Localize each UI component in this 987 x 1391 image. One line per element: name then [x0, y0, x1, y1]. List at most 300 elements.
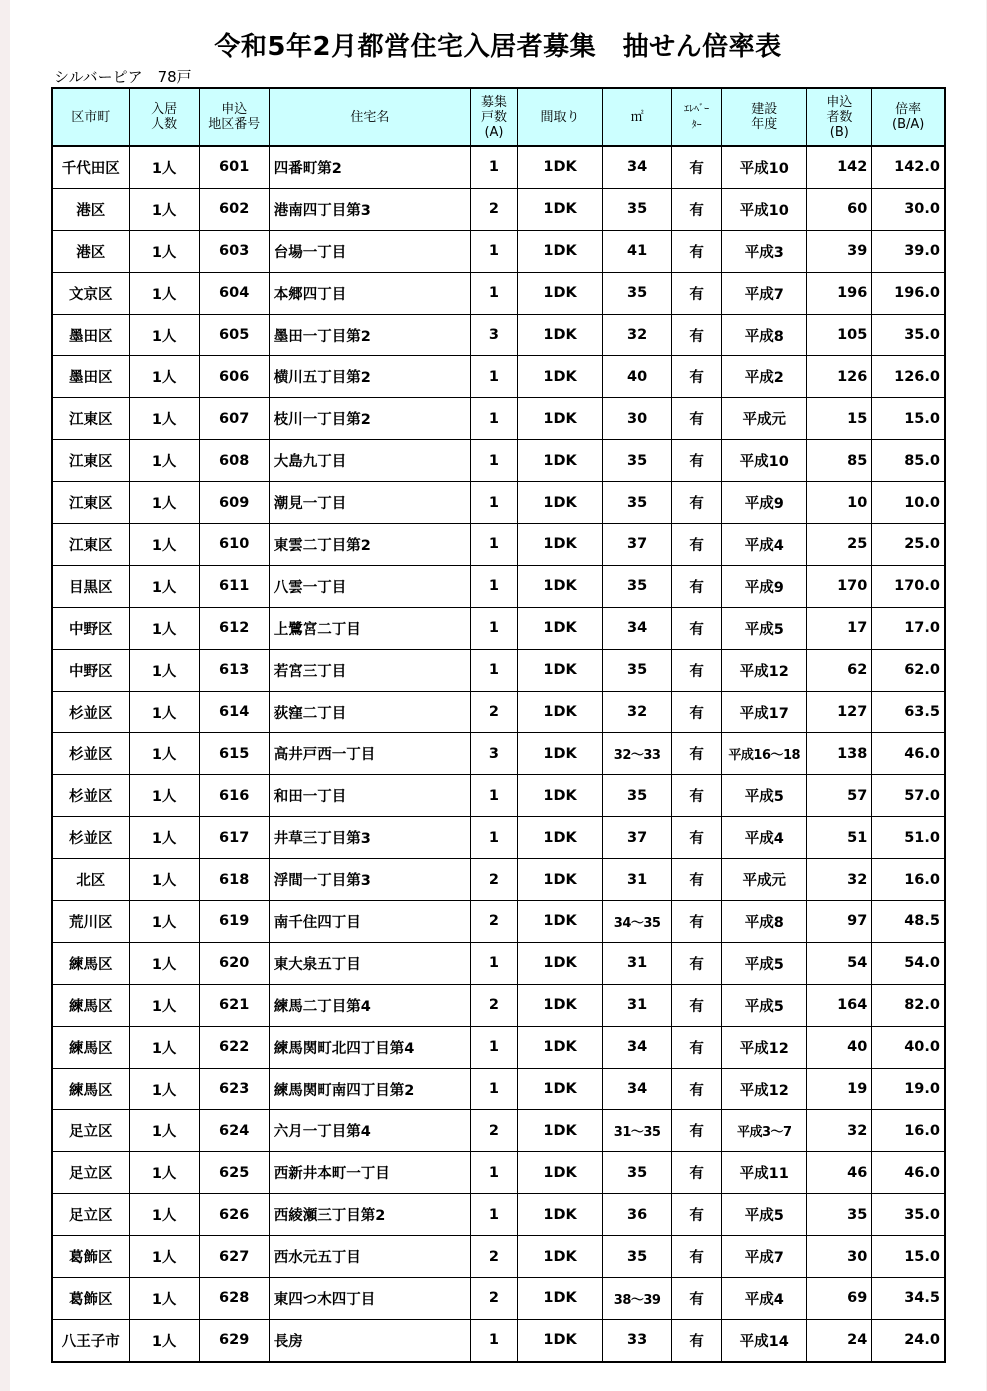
app-code-cell: 623: [199, 1068, 269, 1110]
built-year-cell: 平成元: [722, 859, 807, 901]
built-year-cell: 平成17: [722, 691, 807, 733]
area-cell: 35: [603, 440, 672, 482]
app-code-cell: 629: [199, 1319, 269, 1361]
elevator-cell: 有: [672, 649, 722, 691]
ward-cell: 中野区: [52, 607, 129, 649]
table-row: [52, 1278, 945, 1320]
area-cell: 35: [603, 565, 672, 607]
applicants-cell: 69: [807, 1278, 872, 1320]
built-year-cell: 平成7: [722, 1236, 807, 1278]
applicants-cell: 196: [807, 272, 872, 314]
occupants-cell: 1人: [129, 565, 199, 607]
ward-cell: 江東区: [52, 398, 129, 440]
occupants-cell: 1人: [129, 775, 199, 817]
housing-name-cell: 練馬二丁目第4: [269, 984, 470, 1026]
app-code-cell: 616: [199, 775, 269, 817]
housing-name-cell: 台場一丁目: [269, 230, 470, 272]
housing-name-cell: 荻窪二丁目: [269, 691, 470, 733]
elevator-cell: 有: [672, 565, 722, 607]
table-row: [52, 817, 945, 859]
ward-cell: 練馬区: [52, 942, 129, 984]
layout-cell: 1DK: [518, 1194, 603, 1236]
ratio-cell: 51.0: [872, 817, 945, 859]
table-row: [52, 188, 945, 230]
housing-name-cell: 東大泉五丁目: [269, 942, 470, 984]
elevator-cell: 有: [672, 942, 722, 984]
app-code-cell: 615: [199, 733, 269, 775]
table-row: [52, 440, 945, 482]
elevator-cell: 有: [672, 1194, 722, 1236]
built-year-cell: 平成3～7: [722, 1110, 807, 1152]
ratio-cell: 170.0: [872, 565, 945, 607]
housing-name-cell: 西新井本町一丁目: [269, 1152, 470, 1194]
built-year-cell: 平成10: [722, 146, 807, 188]
app-code-cell: 603: [199, 230, 269, 272]
housing-name-cell: 潮見一丁目: [269, 482, 470, 524]
area-cell: 35: [603, 1236, 672, 1278]
area-cell: 32: [603, 314, 672, 356]
applicants-cell: 35: [807, 1194, 872, 1236]
built-year-cell: 平成7: [722, 272, 807, 314]
occupants-cell: 1人: [129, 649, 199, 691]
built-year-cell: 平成11: [722, 1152, 807, 1194]
built-year-cell: 平成12: [722, 1026, 807, 1068]
ratio-cell: 15.0: [872, 398, 945, 440]
header-ward: 区市町: [52, 88, 129, 146]
area-cell: 37: [603, 817, 672, 859]
header-units: 募集 戸数 (A): [470, 88, 517, 146]
area-cell: 35: [603, 272, 672, 314]
housing-name-cell: 高井戸西一丁目: [269, 733, 470, 775]
table-row: [52, 984, 945, 1026]
layout-cell: 1DK: [518, 188, 603, 230]
table-row: [52, 146, 945, 188]
applicants-cell: 97: [807, 901, 872, 943]
ratio-cell: 15.0: [872, 1236, 945, 1278]
area-cell: 32: [603, 691, 672, 733]
units-cell: 2: [470, 1110, 517, 1152]
app-code-cell: 611: [199, 565, 269, 607]
built-year-cell: 平成3: [722, 230, 807, 272]
header-elevator: ｴﾚﾍﾞｰ ﾀｰ: [672, 88, 722, 146]
applicants-cell: 25: [807, 524, 872, 566]
header-ratio: 倍率 (B/A): [872, 88, 945, 146]
elevator-cell: 有: [672, 817, 722, 859]
layout-cell: 1DK: [518, 1110, 603, 1152]
app-code-cell: 610: [199, 524, 269, 566]
units-cell: 2: [470, 188, 517, 230]
table-row: [52, 859, 945, 901]
header-applicants: 申込 者数 (B): [807, 88, 872, 146]
table-row: [52, 524, 945, 566]
ratio-cell: 46.0: [872, 733, 945, 775]
app-code-cell: 601: [199, 146, 269, 188]
elevator-cell: 有: [672, 901, 722, 943]
elevator-cell: 有: [672, 859, 722, 901]
applicants-cell: 39: [807, 230, 872, 272]
area-cell: 35: [603, 188, 672, 230]
ward-cell: 足立区: [52, 1152, 129, 1194]
built-year-cell: 平成4: [722, 817, 807, 859]
header-housing-name: 住宅名: [269, 88, 470, 146]
ward-cell: 葛飾区: [52, 1236, 129, 1278]
ward-cell: 足立区: [52, 1194, 129, 1236]
occupants-cell: 1人: [129, 607, 199, 649]
units-cell: 1: [470, 146, 517, 188]
ratio-cell: 46.0: [872, 1152, 945, 1194]
area-cell: 31: [603, 859, 672, 901]
table-row: [52, 1068, 945, 1110]
housing-name-cell: 四番町第2: [269, 146, 470, 188]
ratio-cell: 24.0: [872, 1319, 945, 1361]
housing-name-cell: 八雲一丁目: [269, 565, 470, 607]
layout-cell: 1DK: [518, 859, 603, 901]
area-cell: 34: [603, 607, 672, 649]
table-row: [52, 1319, 945, 1361]
ratio-cell: 142.0: [872, 146, 945, 188]
app-code-cell: 613: [199, 649, 269, 691]
ward-cell: 荒川区: [52, 901, 129, 943]
area-cell: 35: [603, 775, 672, 817]
applicants-cell: 32: [807, 859, 872, 901]
app-code-cell: 607: [199, 398, 269, 440]
app-code-cell: 612: [199, 607, 269, 649]
elevator-cell: 有: [672, 607, 722, 649]
ratio-cell: 10.0: [872, 482, 945, 524]
area-cell: 36: [603, 1194, 672, 1236]
occupants-cell: 1人: [129, 1110, 199, 1152]
housing-name-cell: 港南四丁目第3: [269, 188, 470, 230]
applicants-cell: 19: [807, 1068, 872, 1110]
ward-cell: 江東区: [52, 482, 129, 524]
housing-name-cell: 和田一丁目: [269, 775, 470, 817]
applicants-cell: 127: [807, 691, 872, 733]
occupants-cell: 1人: [129, 859, 199, 901]
units-cell: 2: [470, 859, 517, 901]
app-code-cell: 618: [199, 859, 269, 901]
applicants-cell: 10: [807, 482, 872, 524]
table-body: [52, 146, 945, 1362]
units-cell: 1: [470, 356, 517, 398]
built-year-cell: 平成5: [722, 607, 807, 649]
app-code-cell: 620: [199, 942, 269, 984]
housing-name-cell: 枝川一丁目第2: [269, 398, 470, 440]
app-code-cell: 627: [199, 1236, 269, 1278]
table-row: [52, 314, 945, 356]
header-area: ㎡: [603, 88, 672, 146]
table-row: [52, 649, 945, 691]
app-code-cell: 606: [199, 356, 269, 398]
ward-cell: 港区: [52, 230, 129, 272]
table-row: [52, 942, 945, 984]
housing-name-cell: 東四つ木四丁目: [269, 1278, 470, 1320]
applicants-cell: 15: [807, 398, 872, 440]
ward-cell: 八王子市: [52, 1319, 129, 1361]
layout-cell: 1DK: [518, 1319, 603, 1361]
housing-name-cell: 西水元五丁目: [269, 1236, 470, 1278]
area-cell: 40: [603, 356, 672, 398]
elevator-cell: 有: [672, 146, 722, 188]
applicants-cell: 57: [807, 775, 872, 817]
built-year-cell: 平成8: [722, 314, 807, 356]
occupants-cell: 1人: [129, 1319, 199, 1361]
ratio-cell: 40.0: [872, 1026, 945, 1068]
area-cell: 41: [603, 230, 672, 272]
occupants-cell: 1人: [129, 817, 199, 859]
occupants-cell: 1人: [129, 440, 199, 482]
app-code-cell: 614: [199, 691, 269, 733]
applicants-cell: 17: [807, 607, 872, 649]
applicants-cell: 142: [807, 146, 872, 188]
applicants-cell: 51: [807, 817, 872, 859]
area-cell: 35: [603, 649, 672, 691]
area-cell: 31: [603, 942, 672, 984]
area-cell: 34: [603, 146, 672, 188]
applicants-cell: 164: [807, 984, 872, 1026]
ratio-cell: 16.0: [872, 1110, 945, 1152]
applicants-cell: 46: [807, 1152, 872, 1194]
elevator-cell: 有: [672, 1110, 722, 1152]
app-code-cell: 628: [199, 1278, 269, 1320]
table-header: [52, 88, 945, 146]
occupants-cell: 1人: [129, 356, 199, 398]
built-year-cell: 平成4: [722, 524, 807, 566]
built-year-cell: 平成9: [722, 482, 807, 524]
units-cell: 1: [470, 1026, 517, 1068]
ratio-cell: 57.0: [872, 775, 945, 817]
table-row: [52, 733, 945, 775]
header-built: 建設 年度: [722, 88, 807, 146]
layout-cell: 1DK: [518, 649, 603, 691]
app-code-cell: 609: [199, 482, 269, 524]
area-cell: 37: [603, 524, 672, 566]
units-cell: 1: [470, 272, 517, 314]
elevator-cell: 有: [672, 1026, 722, 1068]
ward-cell: 練馬区: [52, 1068, 129, 1110]
page-title: 令和5年2月都営住宅入居者募集 抽せん倍率表: [214, 32, 782, 62]
layout-cell: 1DK: [518, 733, 603, 775]
elevator-cell: 有: [672, 775, 722, 817]
occupants-cell: 1人: [129, 1278, 199, 1320]
elevator-cell: 有: [672, 314, 722, 356]
built-year-cell: 平成12: [722, 1068, 807, 1110]
built-year-cell: 平成5: [722, 984, 807, 1026]
built-year-cell: 平成5: [722, 775, 807, 817]
elevator-cell: 有: [672, 1152, 722, 1194]
housing-name-cell: 大島九丁目: [269, 440, 470, 482]
ratio-cell: 30.0: [872, 188, 945, 230]
units-cell: 1: [470, 482, 517, 524]
units-cell: 3: [470, 314, 517, 356]
ratio-cell: 62.0: [872, 649, 945, 691]
table-row: [52, 272, 945, 314]
app-code-cell: 624: [199, 1110, 269, 1152]
ward-cell: 文京区: [52, 272, 129, 314]
ward-cell: 杉並区: [52, 775, 129, 817]
housing-name-cell: 浮間一丁目第3: [269, 859, 470, 901]
applicants-cell: 30: [807, 1236, 872, 1278]
ward-cell: 練馬区: [52, 984, 129, 1026]
layout-cell: 1DK: [518, 524, 603, 566]
built-year-cell: 平成16～18: [722, 733, 807, 775]
housing-name-cell: 井草三丁目第3: [269, 817, 470, 859]
applicants-cell: 138: [807, 733, 872, 775]
built-year-cell: 平成10: [722, 188, 807, 230]
built-year-cell: 平成4: [722, 1278, 807, 1320]
area-cell: 30: [603, 398, 672, 440]
units-cell: 1: [470, 230, 517, 272]
ratio-cell: 54.0: [872, 942, 945, 984]
applicants-cell: 62: [807, 649, 872, 691]
elevator-cell: 有: [672, 1319, 722, 1361]
units-cell: 1: [470, 1068, 517, 1110]
applicants-cell: 24: [807, 1319, 872, 1361]
ratio-cell: 19.0: [872, 1068, 945, 1110]
layout-cell: 1DK: [518, 398, 603, 440]
layout-cell: 1DK: [518, 691, 603, 733]
units-cell: 1: [470, 775, 517, 817]
housing-name-cell: 上鷺宮二丁目: [269, 607, 470, 649]
table-row: [52, 482, 945, 524]
layout-cell: 1DK: [518, 272, 603, 314]
app-code-cell: 608: [199, 440, 269, 482]
ratio-cell: 85.0: [872, 440, 945, 482]
units-cell: 1: [470, 1152, 517, 1194]
area-cell: 35: [603, 1152, 672, 1194]
layout-cell: 1DK: [518, 1152, 603, 1194]
layout-cell: 1DK: [518, 230, 603, 272]
occupants-cell: 1人: [129, 1194, 199, 1236]
applicants-cell: 60: [807, 188, 872, 230]
ratio-cell: 16.0: [872, 859, 945, 901]
units-cell: 1: [470, 524, 517, 566]
ratio-cell: 48.5: [872, 901, 945, 943]
occupants-cell: 1人: [129, 942, 199, 984]
table-row: [52, 398, 945, 440]
table-row: [52, 1152, 945, 1194]
area-cell: 34: [603, 1026, 672, 1068]
table-row: [52, 607, 945, 649]
header-app-code: 申込 地区番号: [199, 88, 269, 146]
applicants-cell: 170: [807, 565, 872, 607]
document-page: [10, 0, 986, 1391]
built-year-cell: 平成14: [722, 1319, 807, 1361]
occupants-cell: 1人: [129, 524, 199, 566]
housing-name-cell: 墨田一丁目第2: [269, 314, 470, 356]
housing-name-cell: 長房: [269, 1319, 470, 1361]
housing-name-cell: 練馬関町南四丁目第2: [269, 1068, 470, 1110]
units-cell: 1: [470, 817, 517, 859]
app-code-cell: 621: [199, 984, 269, 1026]
housing-name-cell: 南千住四丁目: [269, 901, 470, 943]
built-year-cell: 平成5: [722, 942, 807, 984]
layout-cell: 1DK: [518, 440, 603, 482]
app-code-cell: 622: [199, 1026, 269, 1068]
elevator-cell: 有: [672, 691, 722, 733]
layout-cell: 1DK: [518, 565, 603, 607]
table-row: [52, 1026, 945, 1068]
applicants-cell: 54: [807, 942, 872, 984]
ratio-cell: 82.0: [872, 984, 945, 1026]
app-code-cell: 605: [199, 314, 269, 356]
ratio-cell: 196.0: [872, 272, 945, 314]
app-code-cell: 625: [199, 1152, 269, 1194]
occupants-cell: 1人: [129, 398, 199, 440]
ratio-cell: 35.0: [872, 1194, 945, 1236]
units-cell: 1: [470, 942, 517, 984]
occupants-cell: 1人: [129, 1152, 199, 1194]
layout-cell: 1DK: [518, 314, 603, 356]
ward-cell: 練馬区: [52, 1026, 129, 1068]
ward-cell: 墨田区: [52, 356, 129, 398]
elevator-cell: 有: [672, 1068, 722, 1110]
elevator-cell: 有: [672, 482, 722, 524]
app-code-cell: 602: [199, 188, 269, 230]
ward-cell: 杉並区: [52, 691, 129, 733]
table-row: [52, 775, 945, 817]
units-cell: 1: [470, 565, 517, 607]
elevator-cell: 有: [672, 1236, 722, 1278]
table-row: [52, 1236, 945, 1278]
table-row: [52, 1194, 945, 1236]
occupants-cell: 1人: [129, 691, 199, 733]
occupants-cell: 1人: [129, 733, 199, 775]
ward-cell: 墨田区: [52, 314, 129, 356]
app-code-cell: 619: [199, 901, 269, 943]
units-cell: 1: [470, 607, 517, 649]
layout-cell: 1DK: [518, 1068, 603, 1110]
units-cell: 1: [470, 440, 517, 482]
ward-cell: 江東区: [52, 440, 129, 482]
table-row: [52, 691, 945, 733]
ward-cell: 杉並区: [52, 733, 129, 775]
built-year-cell: 平成9: [722, 565, 807, 607]
ratio-cell: 35.0: [872, 314, 945, 356]
table-row: [52, 356, 945, 398]
ward-cell: 足立区: [52, 1110, 129, 1152]
units-cell: 2: [470, 984, 517, 1026]
ratio-cell: 63.5: [872, 691, 945, 733]
app-code-cell: 626: [199, 1194, 269, 1236]
area-cell: 31: [603, 984, 672, 1026]
occupants-cell: 1人: [129, 188, 199, 230]
table-row: [52, 565, 945, 607]
built-year-cell: 平成2: [722, 356, 807, 398]
applicants-cell: 32: [807, 1110, 872, 1152]
layout-cell: 1DK: [518, 901, 603, 943]
built-year-cell: 平成元: [722, 398, 807, 440]
area-cell: 33: [603, 1319, 672, 1361]
ward-cell: 目黒区: [52, 565, 129, 607]
ratio-cell: 17.0: [872, 607, 945, 649]
housing-name-cell: 東雲二丁目第2: [269, 524, 470, 566]
layout-cell: 1DK: [518, 1278, 603, 1320]
table-row: [52, 1110, 945, 1152]
built-year-cell: 平成12: [722, 649, 807, 691]
layout-cell: 1DK: [518, 817, 603, 859]
app-code-cell: 617: [199, 817, 269, 859]
elevator-cell: 有: [672, 272, 722, 314]
ratio-cell: 34.5: [872, 1278, 945, 1320]
ward-cell: 江東区: [52, 524, 129, 566]
occupants-cell: 1人: [129, 314, 199, 356]
elevator-cell: 有: [672, 230, 722, 272]
applicants-cell: 126: [807, 356, 872, 398]
elevator-cell: 有: [672, 984, 722, 1026]
layout-cell: 1DK: [518, 942, 603, 984]
applicants-cell: 85: [807, 440, 872, 482]
table-row: [52, 901, 945, 943]
